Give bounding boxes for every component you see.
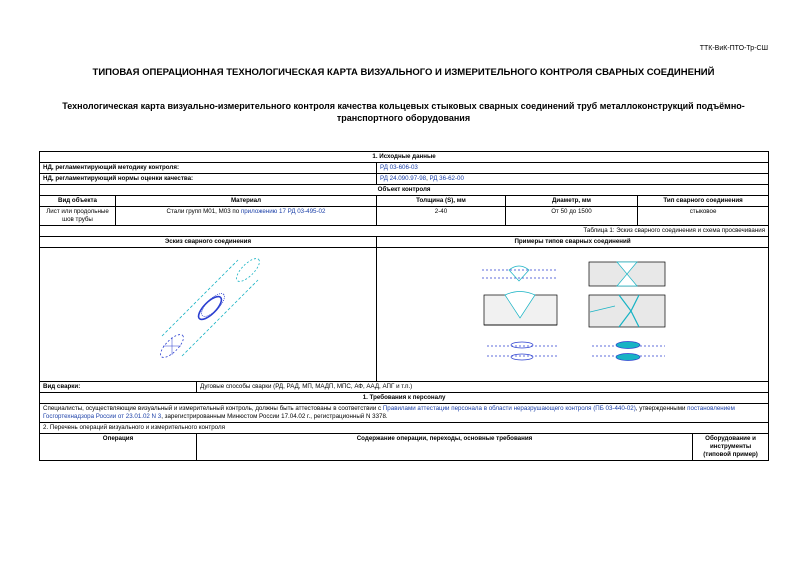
col-equipment: Оборудование и инструменты (типовой пример) — [693, 434, 769, 461]
section1-heading: 1. Исходные данные — [40, 152, 769, 163]
col-joint-type: Тип сварного соединения — [638, 196, 769, 207]
weld-sketch-image — [40, 248, 376, 381]
table-caption: Таблица 1: Эскиз сварного соединения и схема просвечивания — [40, 226, 769, 237]
welding-row — [40, 382, 769, 393]
object-heading-row — [40, 185, 769, 196]
example6-cap — [616, 342, 640, 349]
material-link[interactable]: приложению 17 РД 03-495-02 — [240, 208, 326, 215]
material-text: Стали групп М01, М03 по — [166, 208, 241, 215]
weld-seam-ring — [195, 293, 225, 323]
col-content: Содержание операции, переходы, основные требования — [197, 434, 693, 461]
technology-card-table — [39, 151, 769, 461]
section2-heading-row — [40, 423, 769, 434]
object-type-value: Лист или продольные шов трубы — [40, 207, 116, 226]
example6-root — [616, 354, 640, 361]
personnel-text-3: , зарегистрированным Минюстом России 17.04.02 г., регистрационный N 3378. — [161, 413, 388, 420]
welding-label: Вид сварки: — [40, 382, 197, 393]
col-thickness: Толщина (S), мм — [377, 196, 506, 207]
norms-separator: , — [426, 175, 430, 182]
norms-label: НД, регламентирующий нормы оценки качества: — [40, 174, 377, 185]
object-data-row — [40, 207, 769, 226]
method-label: НД, регламентирующий методику контроля: — [40, 163, 377, 174]
norms-link-2[interactable]: РД 36-62-00 — [429, 175, 464, 182]
example5-cap — [511, 342, 533, 348]
object-columns-row — [40, 196, 769, 207]
document-subtitle: Технологическая карта визуально-измерительного контроля качества кольцевых стыковых сварных соединений труб металлоконструкций подъёмно-транспортного оборудования — [62, 101, 745, 123]
weld-seam-ring-2 — [198, 290, 228, 320]
section2-heading: 2. Перечень операций визуального и измерительного контроля — [40, 423, 769, 434]
personnel-rules-link[interactable]: Правилами аттестации персонала в области неразрушающего контроля (ПБ 03-440-02) — [382, 405, 636, 412]
col-object-type: Вид объекта — [40, 196, 116, 207]
personnel-text-2: , утвержденными — [635, 405, 688, 412]
pipe-edge-lower — [182, 280, 258, 356]
section2-columns-row — [40, 434, 769, 461]
examples-heading: Примеры типов сварных соединений — [377, 237, 769, 248]
section1-heading-row — [40, 152, 769, 163]
sketch-row — [40, 248, 769, 382]
personnel-heading-row — [40, 393, 769, 404]
pipe-edge-upper — [162, 260, 238, 336]
personnel-text-1: Специалисты, осуществляющие визуальный и измерительный контроль, должны быть аттестованы в соответствии с — [43, 405, 383, 412]
welding-value: Дуговые способы сварки (РД, РАД, МП, МАДП, МПС, АФ, ААД, АПГ и т.п.) — [197, 382, 769, 393]
weld-examples-cell — [377, 248, 769, 382]
norms-link-1[interactable]: РД 24.090.97-98 — [380, 175, 427, 182]
example5-root — [511, 354, 533, 360]
object-heading: Объект контроля — [40, 185, 769, 196]
document-title: ТИПОВАЯ ОПЕРАЦИОННАЯ ТЕХНОЛОГИЧЕСКАЯ КАРТА ВИЗУАЛЬНОГО И ИЗМЕРИТЕЛЬНОГО КОНТРОЛЯ СВАРНЫХ СОЕДИНЕНИЙ — [92, 67, 715, 78]
sketch-heading-row — [40, 237, 769, 248]
joint-type-value: стыковое — [638, 207, 769, 226]
method-link[interactable]: РД 03-606-03 — [380, 164, 418, 171]
personnel-heading: 1. Требования к персоналу — [40, 393, 769, 404]
weld-sketch-cell — [40, 248, 377, 382]
caption-row — [40, 226, 769, 237]
thickness-value: 2-40 — [377, 207, 506, 226]
pipe-far-end-ellipse — [233, 255, 263, 285]
weld-examples-image — [377, 248, 770, 381]
col-operation: Операция — [40, 434, 197, 461]
personnel-text — [40, 404, 769, 423]
example4-plates — [589, 295, 665, 327]
sketch-heading: Эскиз сварного соединения — [40, 237, 377, 248]
col-diameter: Диаметр, мм — [506, 196, 638, 207]
example1-weld — [509, 266, 529, 281]
col-material: Материал — [116, 196, 377, 207]
method-row — [40, 163, 769, 174]
document-code: ТТК-ВиК-ПТО-Тр-СШ — [699, 45, 768, 52]
diameter-value: От 50 до 1500 — [506, 207, 638, 226]
personnel-text-row — [40, 404, 769, 423]
norms-row — [40, 174, 769, 185]
personnel-decree-link[interactable]: постановлением Госгортехнадзора России от 23.01.02 N 3 — [43, 405, 735, 420]
